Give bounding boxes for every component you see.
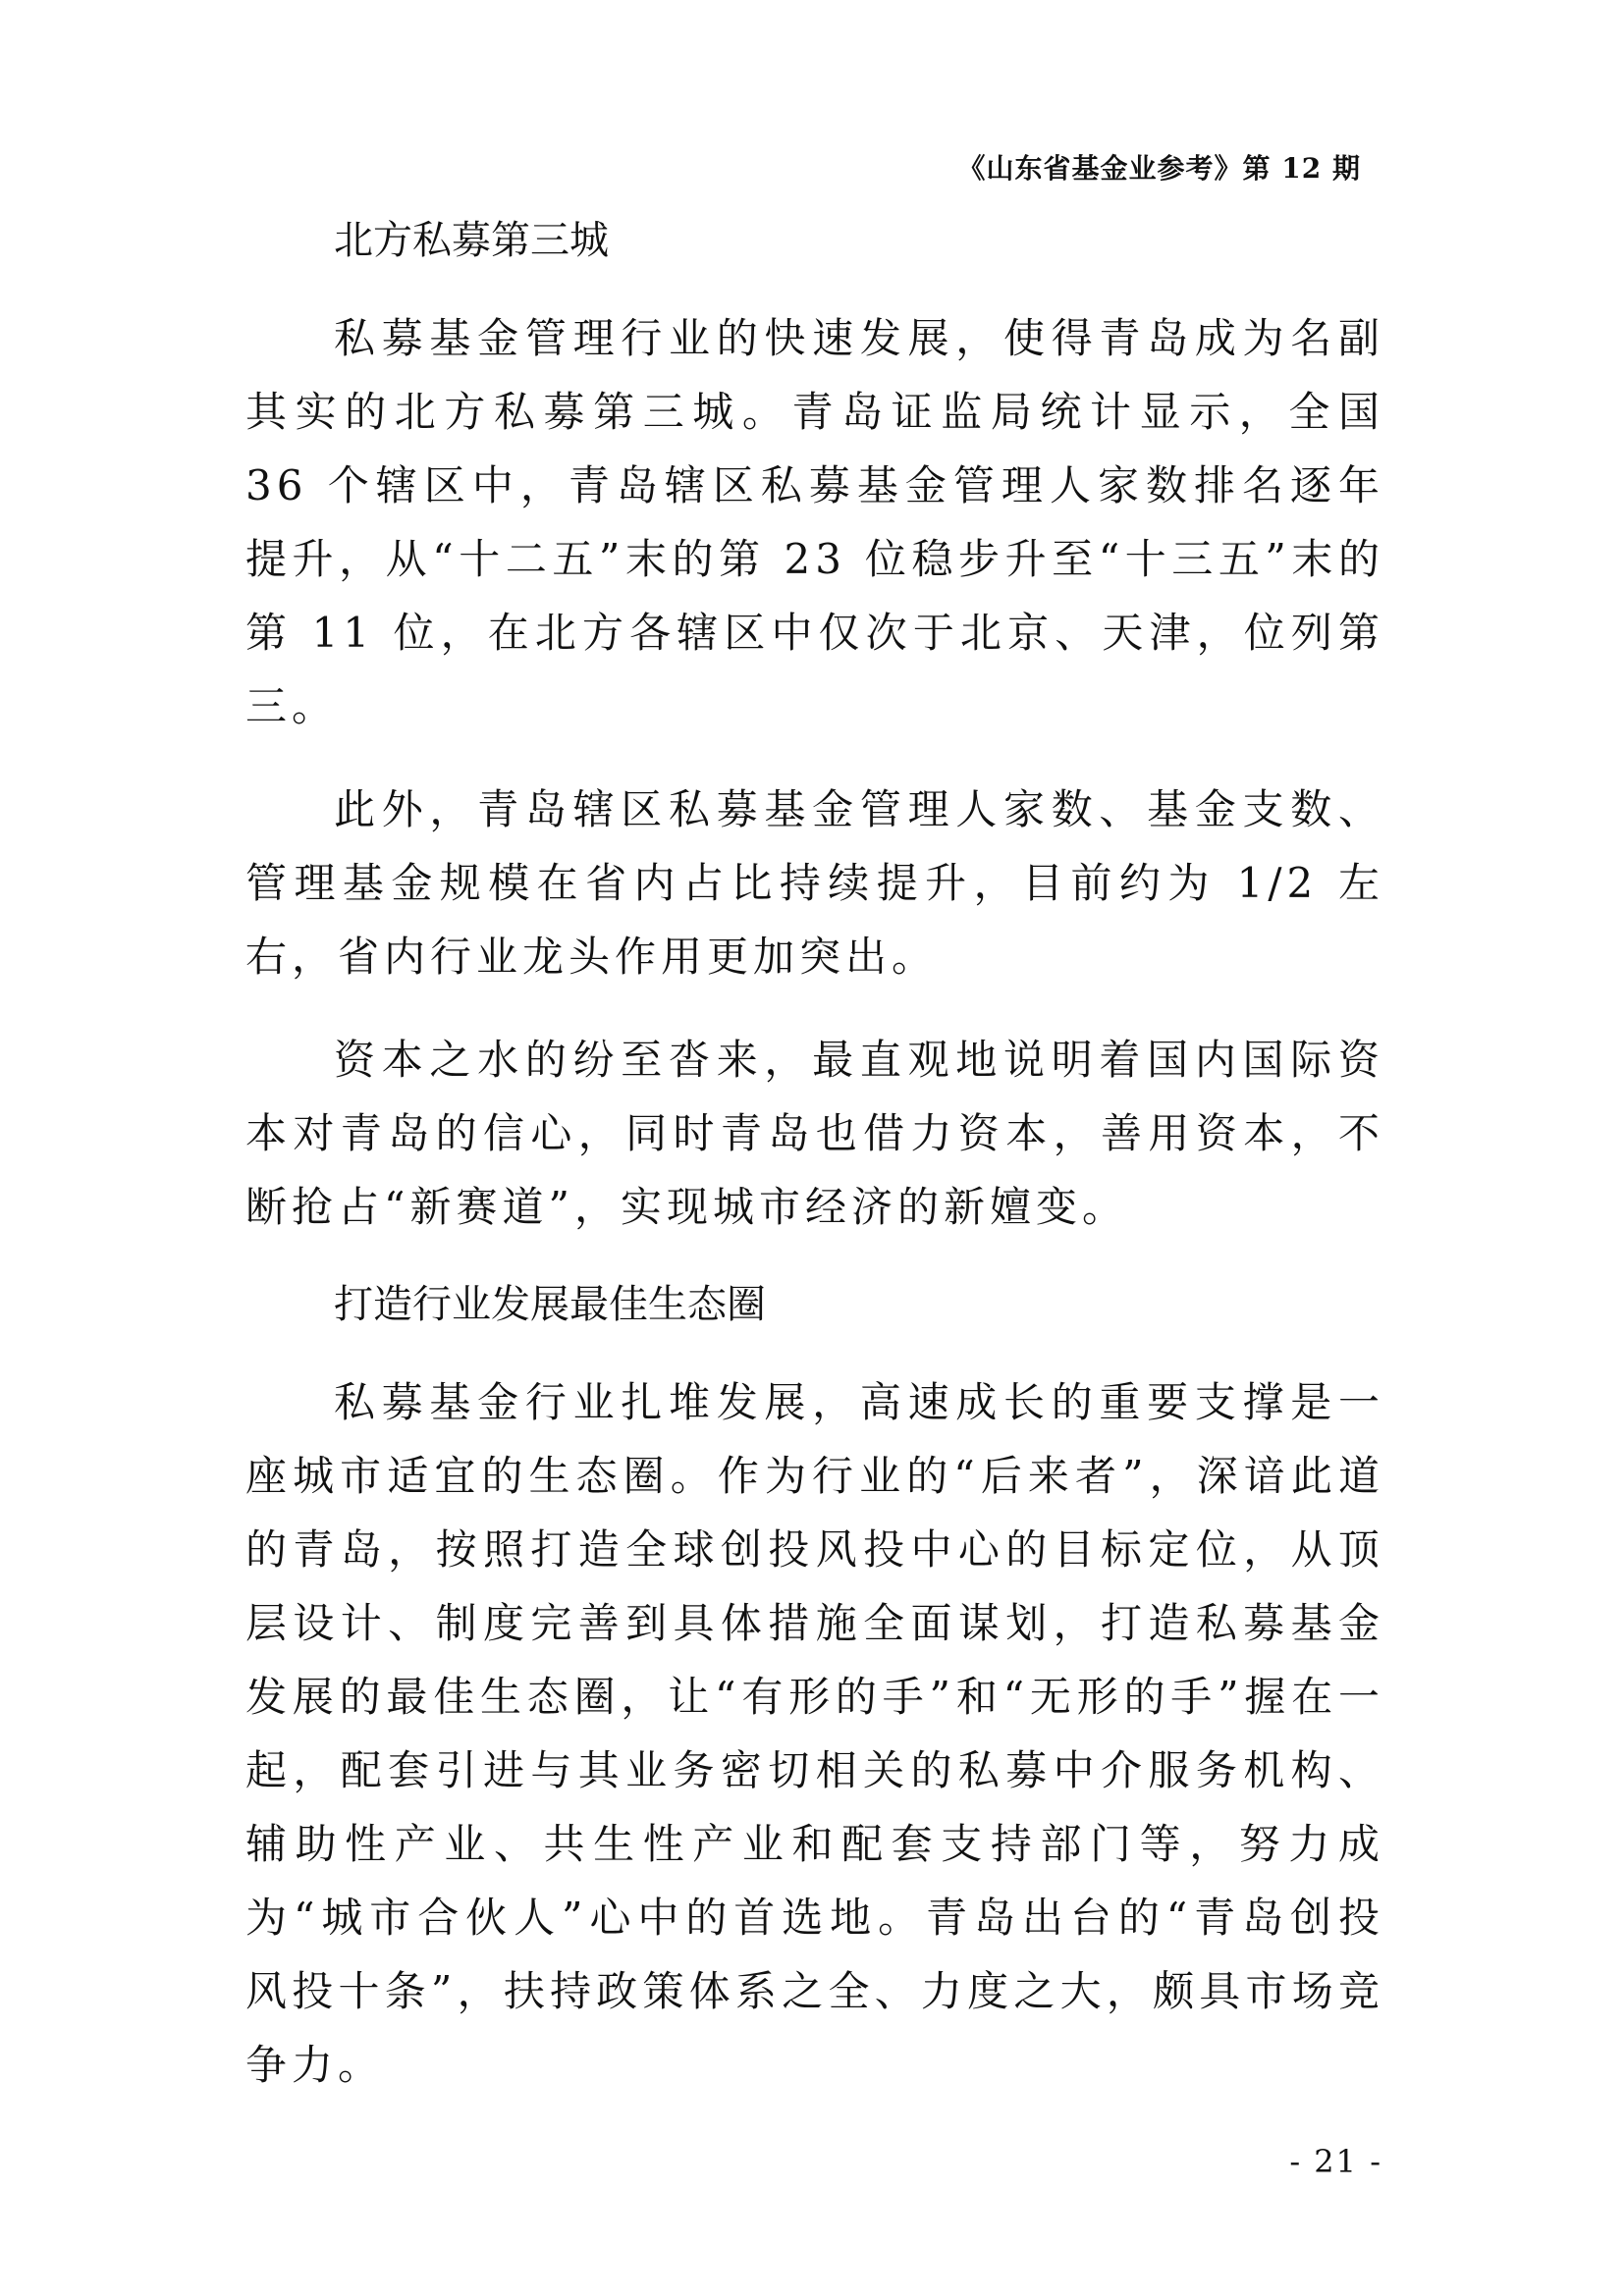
paragraph: 此外，青岛辖区私募基金管理人家数、基金支数、管理基金规模在省内占比持续提升，目前约为 1/2 左右，省内行业龙头作用更加突出。 [245,785,1384,981]
paragraph: 资本之水的纷至沓来，最直观地说明着国内国际资本对青岛的信心，同时青岛也借力资本，善用资本，不断抢占“新赛道”，实现城市经济的新嬗变。 [245,1036,1384,1231]
paragraph: 私募基金行业扎堆发展，高速成长的重要支撑是一座城市适宜的生态圈。作为行业的“后来者”，深谙此道的青岛，按照打造全球创投风投中心的目标定位，从顶层设计、制度完善到具体措施全面谋划，打造私募基金发展的最佳生态圈，让“有形的手”和“无形的手”握在一起，配套引进与其业务密切相关的私募中介服务机构、辅助性产业、共生性产业和配套支持部门等，努力成为“城市合伙人”心中的首选地。青岛出台的“青岛创投风投十条”，扶持政策体系之全、力度之大，颇具市场竞争力。 [245,1378,1384,2089]
section-heading: 打造行业发展最佳生态圈 [334,1282,766,1327]
page-number: - 21 - [1289,2143,1382,2180]
paragraph: 私募基金管理行业的快速发展，使得青岛成为名副其实的北方私募第三城。青岛证监局统计显示，全国 36 个辖区中，青岛辖区私募基金管理人家数排名逐年提升，从“十二五”末的第 23 位稳步升至“十三五”末的第 11 位，在北方各辖区中仅次于北京、天津，位列第三。 [245,314,1384,730]
running-header: 《山东省基金业参考》第 12 期 [957,152,1361,185]
section-heading: 北方私募第三城 [334,218,609,263]
page-content [245,201,1384,2102]
